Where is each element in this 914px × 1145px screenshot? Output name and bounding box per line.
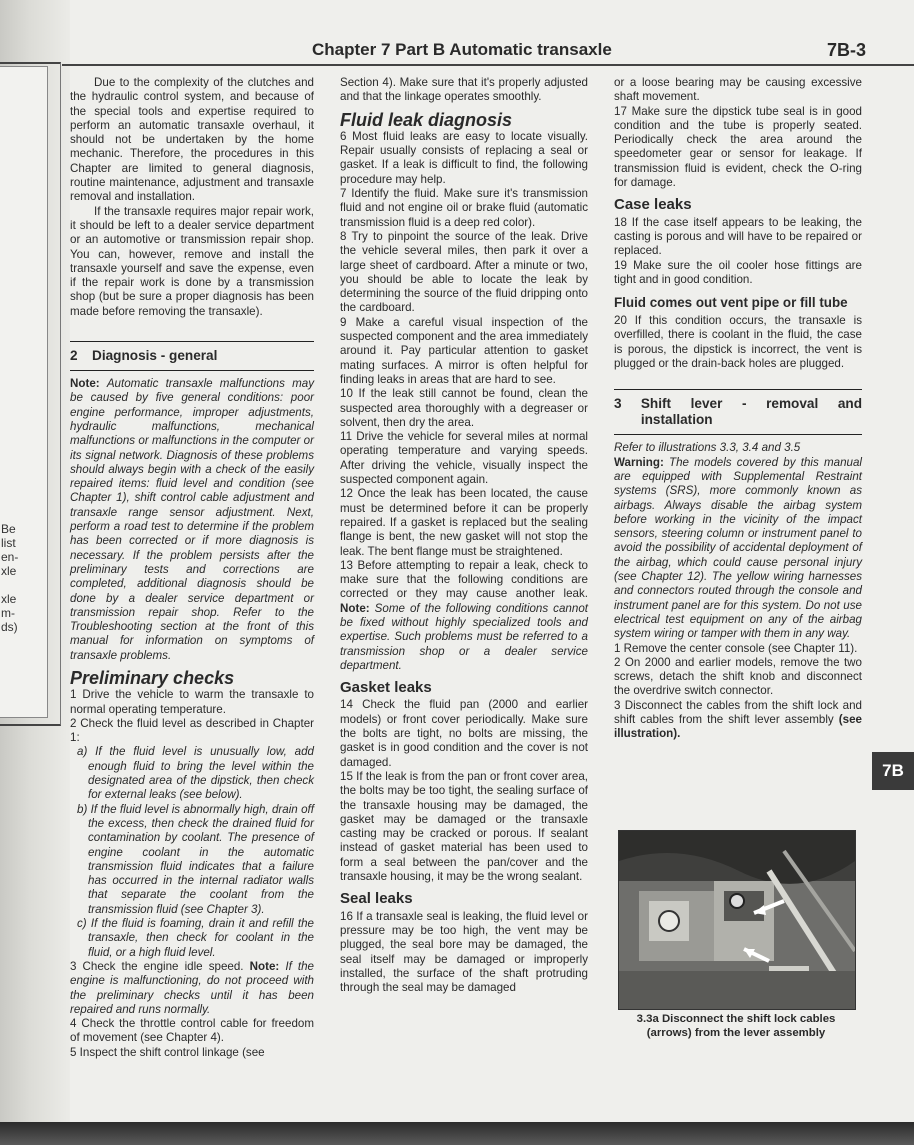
step: 17 Make sure the dipstick tube seal is in good condition and the tube is properly seated. Periodically check the area around the speedometer gear or sensor for leakage. If transmission fluid is evident, check the O-ring for damage.	[614, 104, 862, 190]
step: 12 Once the leak has been located, the cause must be determined before it can be properly repaired. If a gasket is replaced but the sealing flange is bent, the new gasket will not stop the leak. The bent flange must be straightened.	[340, 487, 588, 558]
intro-paragraph: Due to the complexity of the clutches and the hydraulic control system, and because of the special tools and expertise required to perform an automatic transaxle overhaul, it should not be undertaken by the home mechanic. Therefore, the procedures in this Chapter are limited to general diagnosis, routine maintenance, adjustment and transaxle removal and installation.	[70, 76, 314, 204]
warning-paragraph	[614, 456, 862, 642]
scanner-bottom-edge	[0, 1122, 914, 1145]
step: 20 If this condition occurs, the transaxle is overfilled, there is coolant in the fluid, the case is porous, the dipstick is incorrect, the vent is plugged or the drain-back holes are plugged.	[614, 314, 862, 371]
subheading: Preliminary checks	[70, 667, 235, 688]
step: 10 If the leak still cannot be found, clean the suspected area thoroughly with a degreaser or solvent, then dry the area.	[340, 387, 588, 429]
chapter-header: Chapter 7 Part B Automatic transaxle	[312, 40, 612, 59]
edge-fragment: ds)	[1, 620, 18, 634]
step: 16 If a transaxle seal is leaking, the fluid level or pressure may be too high, the vent may be plugged, the seal bore may be damaged, the seal itself may be damaged or improperly installed, the surface of the shaft protruding through the seal may be damaged	[340, 909, 588, 995]
section-title: Diagnosis - general	[92, 348, 218, 364]
section-heading	[614, 390, 862, 434]
step: 18 If the case itself appears to be leaking, the casting is porous and will have to be repaired or replaced.	[614, 215, 862, 258]
substep: b) If the fluid level is abnormally high, drain off the excess, then check the drained fluid for contamination by coolant. The presence of engine coolant in the automatic transmission fluid indicates that a failure has occurred in the internal radiator walls that separate the coolant from the transmission fluid (see Chapter 3).	[77, 802, 314, 916]
intro-paragraph: If the transaxle requires major repair work, it should be left to a dealer service department or an automotive or transmission repair shop. You can, however, remove and install the transaxle yourself and save the expense, even if the repair work is done by a transmission shop (but be sure a proper diagnosis has been made before removing the transaxle).	[70, 204, 314, 318]
step: 1 Drive the vehicle to warm the transaxle to normal operating temperature.	[70, 688, 314, 716]
warning-text: The models covered by this manual are equipped with Supplemental Restraint systems (SRS), more commonly known as airbags. Always disable the airbag system before working in the vicinity of the impact sensors, steering column or instrument panel to avoid the possibility of accidental deployment of the airbag, which could cause personal injury (see Chapter 12). The yellow wiring harnesses and connectors routed through the console and instrument panel are for this system. Do not use electrical test equipment on any of the airbag system wiring or tamper with them in any way.	[614, 455, 862, 641]
subheading: Fluid leak diagnosis	[340, 109, 513, 130]
step: 4 Check the throttle control cable for freedom of movement (see Chapter 4).	[70, 1017, 314, 1045]
step: 11 Drive the vehicle for several miles at normal operating temperature and varying speeds. After driving the vehicle, visually inspect the suspected component again.	[340, 430, 588, 487]
photo-caption: 3.3a Disconnect the shift lock cables (arrows) from the lever assembly	[636, 1013, 836, 1039]
subheading: Fluid comes out vent pipe or fill tube	[614, 295, 848, 311]
page-number: 7B-3	[826, 40, 866, 60]
step: 7 Identify the fluid. Make sure it's transmission fluid and not engine oil or brake fluid (automatic transmission fluid is a deep red color).	[340, 187, 588, 229]
step: 15 If the leak is from the pan or front cover area, the bolts may be too tight, the sealing surface of the transaxle housing may be damaged, the gasket may be damaged or the transaxle casting may be cracked or porous. If sealant instead of gasket material has been used to form a seal between the pan/cover and the transaxle housing, it may be the wrong sealant.	[340, 769, 588, 884]
step: 2 On 2000 and earlier models, remove the two screws, detach the shift knob and disconnect the overdrive switch connector.	[614, 655, 862, 698]
section-number: 2	[70, 348, 78, 364]
edge-fragment: m-	[1, 606, 15, 620]
note-label: Note:	[70, 377, 100, 391]
step-text: 3 Disconnect the cables from the shift lock and shift cables from the shift lever assembly	[614, 698, 862, 726]
step: 14 Check the fluid pan (2000 and earlier models) or front cover periodically. Make sure the bolts are tight, no bolts are missing, the gasket is in good condition and the cover is not damaged.	[340, 698, 588, 769]
subheading: Seal leaks	[340, 890, 413, 908]
column-1	[70, 76, 314, 1060]
subheading: Gasket leaks	[340, 679, 432, 697]
shift-lever-photo	[618, 830, 856, 1010]
column-3	[614, 76, 862, 742]
substep: c) If the fluid is foaming, drain it and refill the transaxle, then check for coolant in the fluid, or a high fluid level.	[77, 917, 314, 959]
step: 8 Try to pinpoint the source of the leak. Drive the vehicle several miles, then park it over a large sheet of cardboard. After a minute or two, you should be able to locate the leak by determining the source of the fluid dripping onto the cardboard.	[340, 229, 588, 315]
note-paragraph	[70, 377, 314, 663]
note-text: Some of the following conditions cannot be fixed without highly specialized tools and expertise. Such problems must be referred to a transmission shop or a dealer service department.	[340, 601, 588, 672]
paragraph: or a loose bearing may be causing excessive shaft movement.	[614, 76, 862, 104]
section-title: Shift lever - removal and installation	[640, 396, 862, 428]
chapter-tab: 7B	[872, 752, 914, 790]
illustration-reference: Refer to illustrations 3.3, 3.4 and 3.5	[614, 441, 801, 455]
step	[70, 960, 314, 1017]
step: 9 Make a careful visual inspection of the suspected component and the area immediately around it. Pay particular attention to gasket mating surfaces. A mirror is often helpful for finding leaks in areas that are hard to see.	[340, 315, 588, 386]
step: 6 Most fluid leaks are easy to locate visually. Repair usually consists of replacing a seal or gasket. If a leak is difficult to find, the following procedure may help.	[340, 129, 588, 186]
step: 5 Inspect the shift control linkage (see	[70, 1045, 265, 1059]
subheading: Case leaks	[614, 196, 692, 214]
step: 19 Make sure the oil cooler hose fittings are tight and in good condition.	[614, 258, 862, 286]
column-2	[340, 76, 588, 995]
section-heading	[70, 342, 314, 370]
step: 2 Check the fluid level as described in Chapter 1:	[70, 716, 314, 745]
step: 1 Remove the center console (see Chapter 11).	[614, 641, 858, 655]
edge-fragment: en-	[1, 550, 19, 564]
header-rule	[62, 64, 914, 66]
note-label: Note:	[340, 601, 370, 615]
note-text: Automatic transaxle malfunctions may be caused by five general conditions: poor engine performance, improper adjustments, hydraulic malfunctions, mechanical malfunctions or malfunctions in the computer or its signal network. Diagnosis of these problems should always begin with a check of the easily repaired items: fluid level and condition (see Chapter 1), shift control cable adjustment and transaxle range sensor adjustment. Next, perform a road test to determine if the problem has been corrected or if more diagnosis is necessary. If the problem persists after the preliminary tests and corrections are completed, additional diagnosis should be done by a dealer service department or transmission repair shop. Refer to the Troubleshooting section at the front of this manual for information on symptoms of transaxle problems.	[70, 377, 314, 662]
step-text: 13 Before attempting to repair a leak, check to make sure that the following conditions are corrected or they may cause another leak.	[340, 558, 588, 601]
photo-illustration	[619, 831, 855, 1009]
step	[340, 559, 588, 673]
note-label: Note:	[249, 959, 280, 973]
edge-fragment: list	[1, 536, 16, 550]
warning-label: Warning:	[614, 455, 664, 469]
note-text: If the engine is malfunctioning, do not proceed with the preliminary checks until it has been repaired and runs normally.	[70, 959, 314, 1016]
paragraph: Section 4). Make sure that it's properly adjusted and that the linkage operates smoothly.	[340, 76, 588, 104]
edge-fragment: xle	[1, 592, 17, 606]
edge-fragment: xle	[1, 564, 17, 578]
step-text: 3 Check the engine idle speed.	[70, 959, 244, 973]
section-number: 3	[614, 396, 622, 412]
step	[614, 699, 862, 742]
substep: a) If the fluid level is unusually low, add enough fluid to bring the level within the designated area of the dipstick, then check for external leaks (see below).	[77, 745, 314, 802]
edge-fragment: Be	[1, 522, 16, 536]
illustration-link: (see illustration).	[614, 712, 862, 741]
